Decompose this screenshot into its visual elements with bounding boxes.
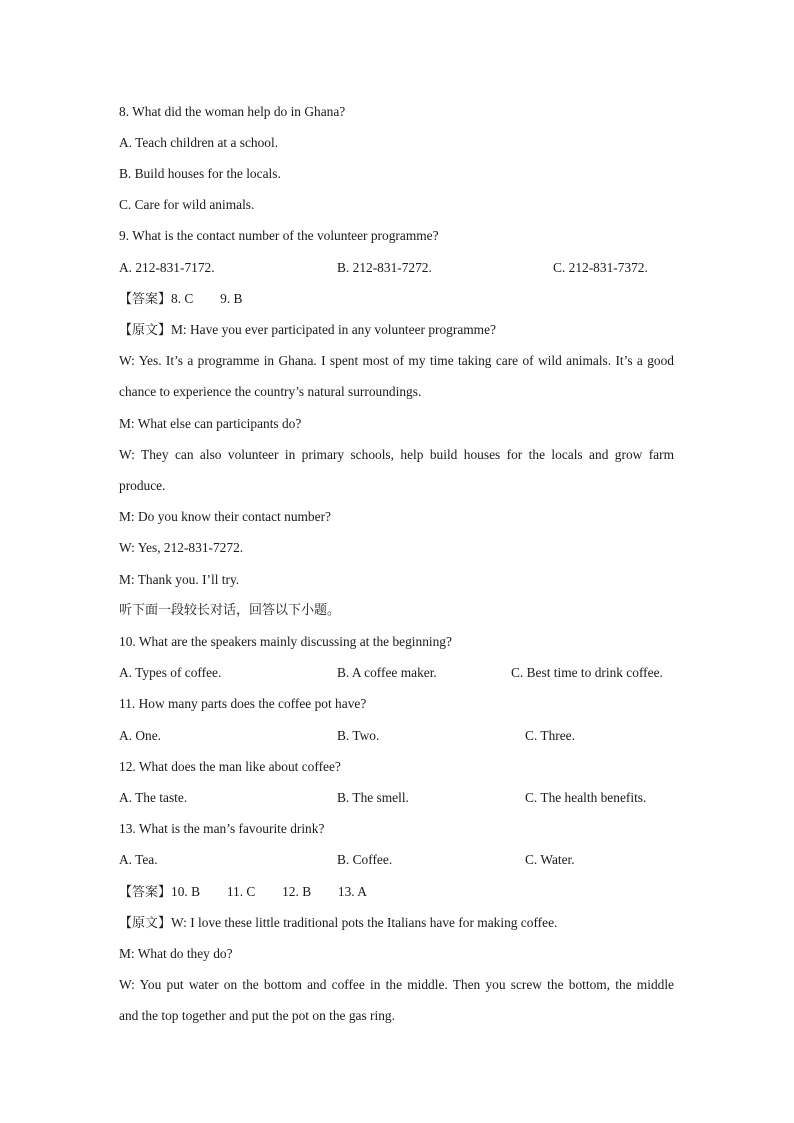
q12-options [119, 789, 679, 807]
q11-option-a: A. One. [119, 728, 162, 743]
q11-option-b: B. Two. [337, 728, 380, 743]
answer-line-2 [119, 883, 367, 902]
q10-option-c: C. Best time to drink coffee. [511, 665, 663, 680]
question-8: 8. What did the woman help do in Ghana? [119, 104, 346, 119]
script-line: M: Thank you. I’ll try. [119, 572, 240, 587]
script-tag: 【原文】 [119, 916, 172, 931]
script-line: chance to experience the country’s natural surroundings. [119, 384, 422, 399]
question-11: 11. How many parts does the coffee pot have? [119, 696, 367, 711]
q10-option-a: A. Types of coffee. [119, 665, 222, 680]
q12-option-c: C. The health benefits. [525, 790, 647, 805]
q8-option-b: B. Build houses for the locals. [119, 166, 281, 181]
script-line: M: What do they do? [119, 946, 233, 961]
q9-option-a: A. 212-831-7172. [119, 260, 215, 275]
script-line: W: They can also volunteer in primary schools, help build houses for the locals and grow farm [119, 447, 674, 462]
answer-text: 10. B 11. C 12. B 13. A [171, 884, 367, 899]
script-line: W: You put water on the bottom and coffee in the middle. Then you screw the bottom, the middle [119, 977, 674, 992]
question-12: 12. What does the man like about coffee? [119, 759, 341, 774]
script-tag: 【原文】 [119, 323, 172, 338]
q13-options [119, 851, 679, 869]
script-text: M: Have you ever participated in any volunteer programme? [171, 322, 496, 337]
q8-option-c: C. Care for wild animals. [119, 197, 255, 212]
q12-option-a: A. The taste. [119, 790, 188, 805]
q9-option-c: C. 212-831-7372. [553, 260, 648, 275]
script-line: W: Yes. It’s a programme in Ghana. I spent most of my time taking care of wild animals. It’s a good [119, 353, 674, 368]
script-line: produce. [119, 478, 166, 493]
answer-line-1 [119, 290, 242, 309]
q9-option-b: B. 212-831-7272. [337, 260, 432, 275]
q10-option-b: B. A coffee maker. [337, 665, 437, 680]
q13-option-b: B. Coffee. [337, 852, 393, 867]
script-line: M: What else can participants do? [119, 416, 302, 431]
script-line: and the top together and put the pot on the gas ring. [119, 1008, 395, 1023]
q12-option-b: B. The smell. [337, 790, 409, 805]
q13-option-a: A. Tea. [119, 852, 158, 867]
script-line: W: Yes, 212-831-7272. [119, 540, 244, 555]
answer-tag: 【答案】 [119, 292, 172, 307]
q13-option-c: C. Water. [525, 852, 575, 867]
script-line: M: Do you know their contact number? [119, 509, 331, 524]
document-page [119, 0, 679, 1123]
q10-options [119, 664, 679, 682]
q11-option-c: C. Three. [525, 728, 575, 743]
section-instruction: 听下面一段较长对话，回答以下小题。 [119, 603, 341, 618]
script-line [119, 914, 557, 933]
q11-options [119, 727, 679, 745]
question-10: 10. What are the speakers mainly discussing at the beginning? [119, 634, 452, 649]
q8-option-a: A. Teach children at a school. [119, 135, 279, 150]
question-9: 9. What is the contact number of the volunteer programme? [119, 228, 439, 243]
answer-text: 8. C 9. B [171, 291, 243, 306]
q9-options [119, 259, 679, 277]
script-text: W: I love these little traditional pots the Italians have for making coffee. [171, 915, 558, 930]
question-13: 13. What is the man’s favourite drink? [119, 821, 325, 836]
answer-tag: 【答案】 [119, 885, 172, 900]
script-line [119, 321, 496, 340]
